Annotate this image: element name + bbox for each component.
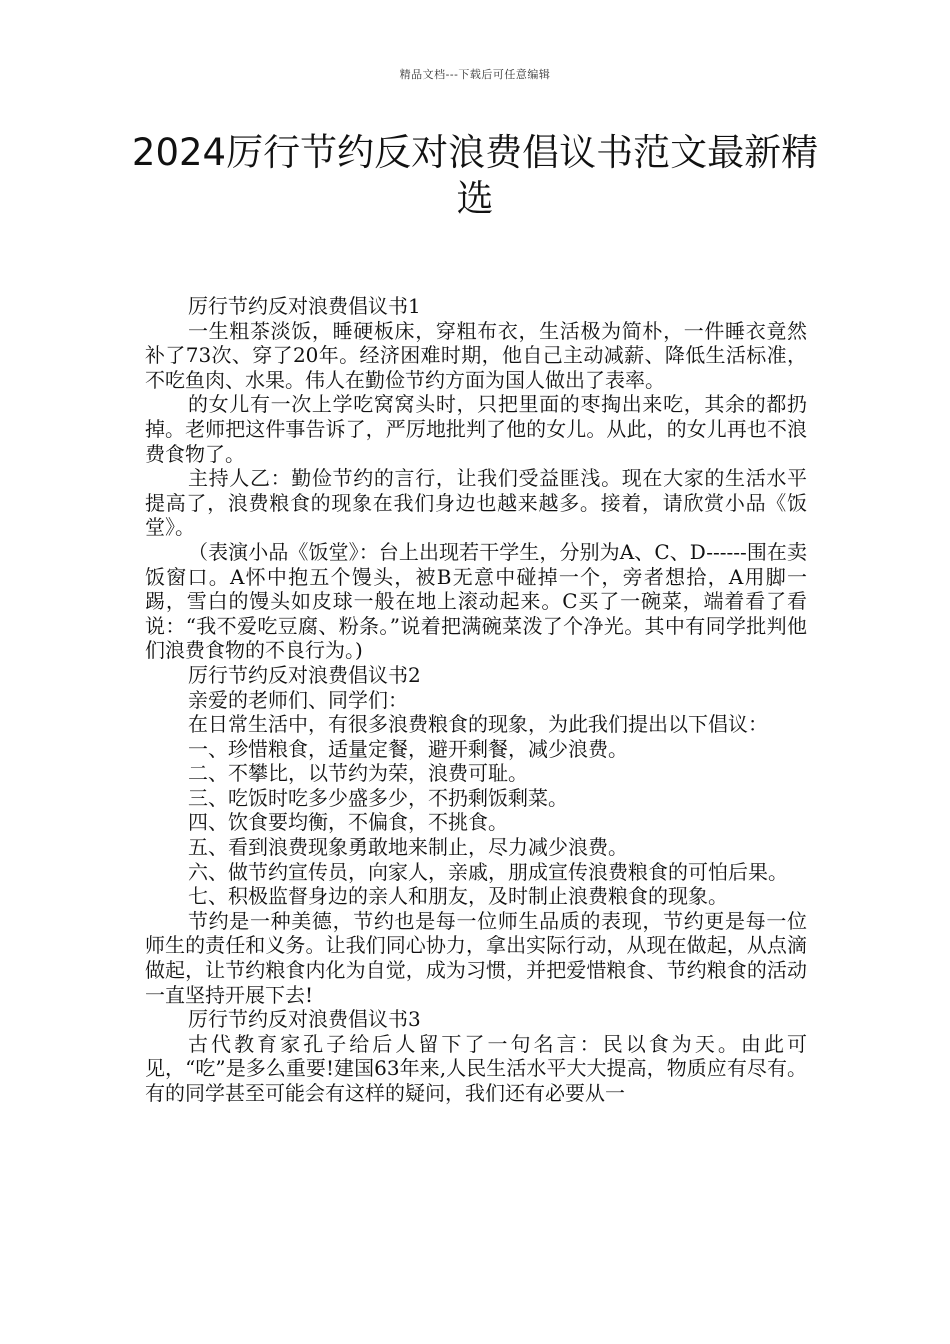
list-item: 五、看到浪费现象勇敢地来制止，尽力减少浪费。 [188, 835, 628, 860]
paragraph: （表演小品《饭堂》：台上出现若干学生，分别为A、C、D------围在卖饭窗口。A怀中抱五个馒头，被B无意中碰掉一个，旁者想拾，A用脚一踢，雪白的馒头如皮球一般在地上滚动起来。C买了一碗菜，端着看了看说：“我不爱吃豆腐、粉条。”说着把满碗菜泼了个净光。其中有同学批判他们浪费食物的不良行为。) [145, 539, 807, 663]
paragraph: 主持人乙：勤俭节约的言行，让我们受益匪浅。现在大家的生活水平提高了，浪费粮食的现象在我们身边也越来越多。接着，请欣赏小品《饭堂》。 [145, 466, 807, 540]
list-item: 七、积极监督身边的亲人和朋友，及时制止浪费粮食的现象。 [188, 884, 728, 909]
list-item: 三、吃饭时吃多少盛多少，不扔剩饭剩菜。 [188, 785, 568, 810]
paragraph: 古代教育家孔子给后人留下了一句名言：民以食为天。由此可见，“吃”是多么重要!建国63年来,人民生活水平大大提高，物质应有尽有。有的同学甚至可能会有这样的疑问，我们还有必要从一 [145, 1031, 807, 1105]
header-note: 精品文档---下载后可任意编辑 [399, 68, 551, 81]
section-heading-3: 厉行节约反对浪费倡议书3 [188, 1007, 421, 1032]
list-item: 一、珍惜粮食，适量定餐，避开剩餐，减少浪费。 [188, 736, 628, 761]
paragraph: 亲爱的老师们、同学们： [188, 687, 408, 712]
list-item: 六、做节约宣传员，向家人，亲戚，朋成宣传浪费粮食的可怕后果。 [188, 859, 788, 884]
paragraph: 在日常生活中，有很多浪费粮食的现象，为此我们提出以下倡议： [188, 712, 768, 737]
document-body [145, 294, 807, 1106]
list-item: 二、不攀比，以节约为荣，浪费可耻。 [188, 761, 528, 786]
paragraph: 一生粗茶淡饭，睡硬板床，穿粗布衣，生活极为简朴，一件睡衣竟然补了73次、穿了20年。经济困难时期，他自己主动减薪、降低生活标准，不吃鱼肉、水果。伟人在勤俭节约方面为国人做出了表率。 [145, 318, 807, 392]
document-title: 2024厉行节约反对浪费倡议书范文最新精选 [131, 131, 819, 220]
paragraph: 的女儿有一次上学吃窝窝头时，只把里面的枣掏出来吃，其余的都扔掉。老师把这件事告诉了，严厉地批判了他的女儿。从此，的女儿再也不浪费食物了。 [145, 392, 807, 466]
list-item: 四、饮食要均衡，不偏食，不挑食。 [188, 810, 508, 835]
paragraph: 节约是一种美德，节约也是每一位师生品质的表现，节约更是每一位师生的责任和义务。让我们同心协力，拿出实际行动，从现在做起，从点滴做起，让节约粮食内化为自觉，成为习惯，并把爱惜粮食、节约粮食的活动一直坚持开展下去! [145, 908, 807, 1007]
section-heading-1: 厉行节约反对浪费倡议书1 [188, 294, 421, 318]
section-heading-2: 厉行节约反对浪费倡议书2 [188, 662, 421, 687]
